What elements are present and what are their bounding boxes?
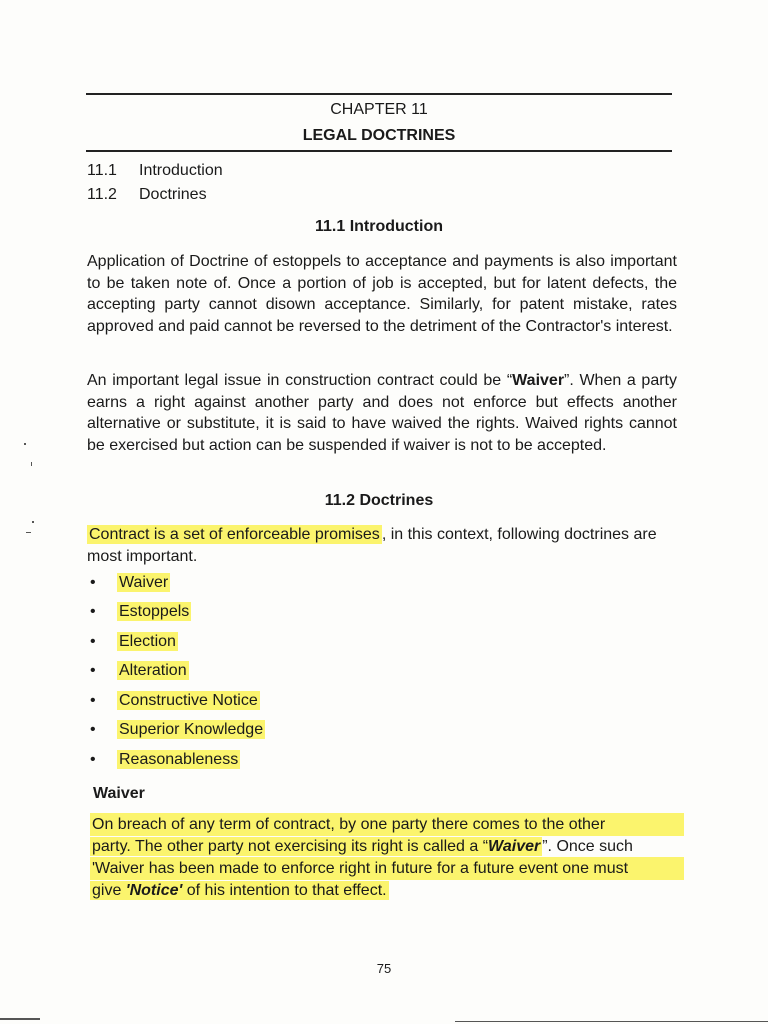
toc-label: Doctrines — [139, 186, 207, 203]
waiver-line-3: 'Waiver has been made to enforce right in future for a future event one must — [90, 857, 684, 880]
waiver-line-4-before: give — [92, 882, 126, 899]
bullet-dot: • — [90, 603, 96, 620]
list-item-label: Estoppels — [119, 603, 190, 620]
bullet-dot: • — [90, 721, 96, 738]
bullet-dot: • — [90, 574, 96, 591]
list-item — [90, 633, 178, 651]
notice-bold-term: 'Notice' — [125, 882, 183, 899]
list-item-label: Superior Knowledge — [119, 721, 264, 738]
list-item — [90, 721, 265, 739]
toc-item — [87, 186, 207, 204]
list-item — [90, 751, 240, 769]
list-item-label: Constructive Notice — [119, 692, 258, 709]
para2-text-before: An important legal issue in construction contract could be “ — [87, 372, 513, 389]
margin-speck — [32, 521, 34, 523]
para2-text-after: ”. When a party earns a right against another party and does not enforce but effects another alternative or substitute, it is said to have waived the rights. Waived rights cannot be exercised but action can be suspended if waiver is not to be accepted. — [87, 372, 678, 454]
waiver-line-2 — [90, 836, 684, 857]
bullet-dot: • — [90, 662, 96, 679]
waiver-heading: Waiver — [93, 785, 145, 802]
intro-paragraph-2 — [87, 370, 677, 456]
chapter-number: CHAPTER 11 — [330, 101, 428, 118]
list-item-label: Election — [119, 633, 176, 650]
list-item-label: Alteration — [119, 662, 187, 679]
bottom-edge-stroke — [0, 1018, 40, 1020]
intro-paragraph-1 — [87, 251, 677, 337]
intro-paragraph-1-text: Application of Doctrine of estoppels to acceptance and payments is also important to be taken note of. Once a portion of job is accepted, but for latent defects, the accepting party cannot disown acceptance. Similarly, for patent mistake, rates approved and paid cannot be reversed to the detriment of the Contractor's interest. — [87, 253, 677, 335]
doctrines-lead-rest: , in this context, following doctrines are most important. — [87, 526, 657, 565]
bullet-dot: • — [90, 751, 96, 768]
top-rule — [86, 93, 672, 95]
waiver-bold-term: Waiver — [488, 838, 541, 855]
highlighted-phrase: Contract is a set of enforceable promises — [89, 526, 380, 543]
margin-speck — [24, 443, 26, 445]
bullet-dot: • — [90, 692, 96, 709]
para2-bold-waiver: Waiver — [512, 372, 565, 389]
list-item — [90, 692, 260, 710]
doctrines-lead-paragraph — [87, 524, 677, 567]
waiver-paragraph — [90, 813, 684, 901]
list-item — [90, 662, 189, 680]
toc-item — [87, 162, 223, 180]
margin-dash — [26, 532, 31, 533]
list-item — [90, 603, 191, 621]
bullet-dot: • — [90, 633, 96, 650]
bottom-rule — [455, 1021, 768, 1022]
waiver-line-1: On breach of any term of contract, by one party there comes to the other — [90, 813, 684, 836]
toc-number: 11.2 — [87, 186, 117, 203]
title-rule — [86, 150, 672, 152]
list-item-label: Reasonableness — [119, 751, 239, 768]
section-heading-introduction: 11.1 Introduction — [314, 218, 443, 235]
list-item — [90, 574, 170, 592]
page-number: 75 — [376, 961, 392, 976]
list-item-label: Waiver — [119, 574, 169, 591]
section-heading-doctrines: 11.2 Doctrines — [324, 492, 434, 509]
chapter-title: LEGAL DOCTRINES — [302, 127, 456, 144]
toc-number: 11.1 — [87, 162, 117, 179]
waiver-line-2-after: ”. Once such — [542, 838, 633, 855]
toc-label: Introduction — [139, 162, 223, 179]
margin-speck — [31, 462, 32, 466]
waiver-line-4-after: of his intention to that effect. — [182, 882, 387, 899]
waiver-line-4 — [90, 880, 684, 901]
waiver-line-2-before: party. The other party not exercising its right is called a “ — [92, 838, 489, 855]
